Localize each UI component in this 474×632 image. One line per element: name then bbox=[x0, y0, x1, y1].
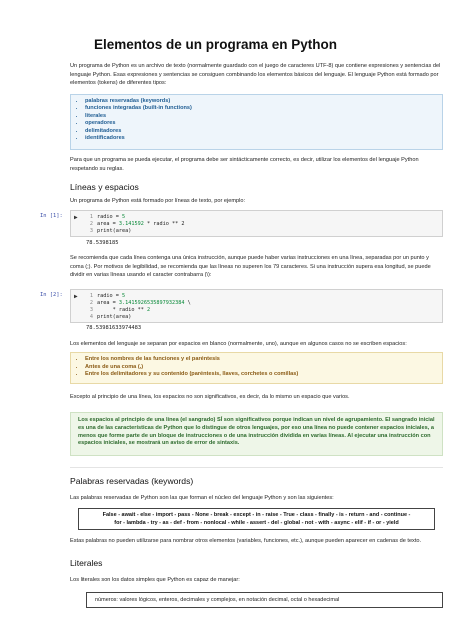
page-title: Elementos de un programa en Python bbox=[94, 37, 338, 52]
list-item: • literales bbox=[85, 113, 442, 120]
list-item: • funciones integradas (built-in functions) bbox=[85, 105, 442, 112]
section-heading-keywords: Palabras reservadas (keywords) bbox=[70, 476, 194, 486]
token-types-box bbox=[70, 94, 443, 150]
divider bbox=[70, 467, 443, 468]
except-paragraph: Excepto al principio de una línea, los espacios no son significativos, es decir, da lo mismo un espacio que varios. bbox=[70, 394, 350, 400]
list-item: • palabras reservadas (keywords) bbox=[85, 98, 442, 105]
token-types-list bbox=[71, 98, 442, 142]
section-heading-lines: Líneas y espacios bbox=[70, 182, 139, 192]
no-space-cases-list bbox=[71, 356, 442, 379]
keywords-line: for - lambda - try - as - def - from - nonlocal - while - assert - del - global - not - with - async - elif - if - or - yield bbox=[114, 520, 399, 527]
literals-box bbox=[86, 592, 443, 608]
cell-prompt: In [2]: bbox=[40, 292, 63, 298]
list-item: • operadores bbox=[85, 120, 442, 127]
separated-paragraph: Los elementos del lenguaje se separan por espacios en blanco (normalmente, uno), aunque en algunos casos no se escriben espacios: bbox=[70, 341, 407, 347]
code-line: 2 area = 3.141592 * radio ** 2 bbox=[89, 221, 185, 227]
indentation-note-box bbox=[70, 412, 443, 456]
run-cell-icon[interactable]: ▶ bbox=[74, 293, 78, 300]
keywords-box bbox=[78, 508, 435, 530]
code-line: 3 print(area) bbox=[89, 228, 132, 234]
section-heading-literals: Literales bbox=[70, 558, 103, 568]
run-cell-icon[interactable]: ▶ bbox=[74, 214, 78, 221]
list-item: • Entre los delimitadores y su contenido (paréntesis, llaves, corchetes o comillas) bbox=[85, 371, 442, 379]
execute-paragraph: Para que un programa se pueda ejecutar, el programa debe ser sintácticamente correcto, es decir, utilizar los elementos del lenguaje Python respetando su reglas. bbox=[70, 157, 419, 172]
code-line: 2 area = 3.1415926535897932384 \ bbox=[89, 300, 191, 306]
list-item: • identificadores bbox=[85, 135, 442, 142]
literals-paragraph: Los literales son los datos simples que Python es capaz de manejar: bbox=[70, 577, 240, 583]
list-item: • Antes de una coma (,) bbox=[85, 364, 442, 372]
keywords-note-paragraph: Estas palabras no pueden utilizarse para nombrar otros elementos (variables, funciones, etc.), aunque pueden aparecer en cadenas de texto. bbox=[70, 538, 422, 544]
code-cell-2[interactable] bbox=[70, 289, 443, 323]
code-cell-1[interactable] bbox=[70, 210, 443, 237]
intro-paragraph: Un programa de Python es un archivo de texto (normalmente guardado con el juego de caracteres UTF-8) que contiene expresiones y sentencias del lenguaje Python. Esas expresiones y sentencias se consiguen combinando los elementos básicos del lenguaje. El lenguaje Python está formado por elementos (tokens) de diferentes tipos: bbox=[70, 63, 441, 87]
cell-output: 78.53981633974483 bbox=[86, 325, 142, 331]
list-item: • Entre los nombres de las funciones y el paréntesis bbox=[85, 356, 442, 364]
list-item: • delimitadores bbox=[85, 128, 442, 135]
code-line: 1 radio = 5 bbox=[89, 214, 126, 220]
cell-output: 78.5398185 bbox=[86, 240, 119, 246]
keywords-paragraph: Las palabras reservadas de Python son las que forman el núcleo del lenguaje Python y son las siguientes: bbox=[70, 495, 334, 501]
recommend-paragraph: Se recomienda que cada línea contenga una única instrucción, aunque puede haber varias instrucciones en una línea, separadas por un punto y coma (;). Por motivos de legibilidad, se recomienda que las líneas no superen los 79 caracteres. Si una instrucción supera esa longitud, se puede dividir en varias líneas usando el caracter contrabarra (\): bbox=[70, 255, 431, 279]
code-line: 4 print(area) bbox=[89, 314, 132, 320]
cell-prompt: In [1]: bbox=[40, 213, 63, 219]
indentation-note: Los espacios al principio de una línea (el sangrado) SÍ son significativos porque indican un nivel de agrupamiento. El sangrado inicial es una de las características de Python que lo distingue de otros lenguajes, por eso una línea no puede contener espacios iniciales, a menos que forme parte de un bloque de instrucciones o de una instrucción dividida en varias líneas. Al ejecutar una instrucción con espacios iniciales, se mostrará un aviso de error de sintaxis. bbox=[78, 417, 435, 447]
code-line: 3 * radio ** 2 bbox=[89, 307, 151, 313]
no-space-cases-box bbox=[70, 352, 443, 384]
code-line: 1 radio = 5 bbox=[89, 293, 126, 299]
lines-intro-paragraph: Un programa de Python está formado por líneas de texto, por ejemplo: bbox=[70, 198, 246, 204]
literals-description: números: valores lógicos, enteros, decimales y complejos, en notación decimal, octal o hexadecimal bbox=[95, 597, 340, 603]
keywords-line: False - await - else - import - pass - None - break - except - in - raise - True - class - finally - is - return - and - continue - bbox=[102, 512, 411, 518]
